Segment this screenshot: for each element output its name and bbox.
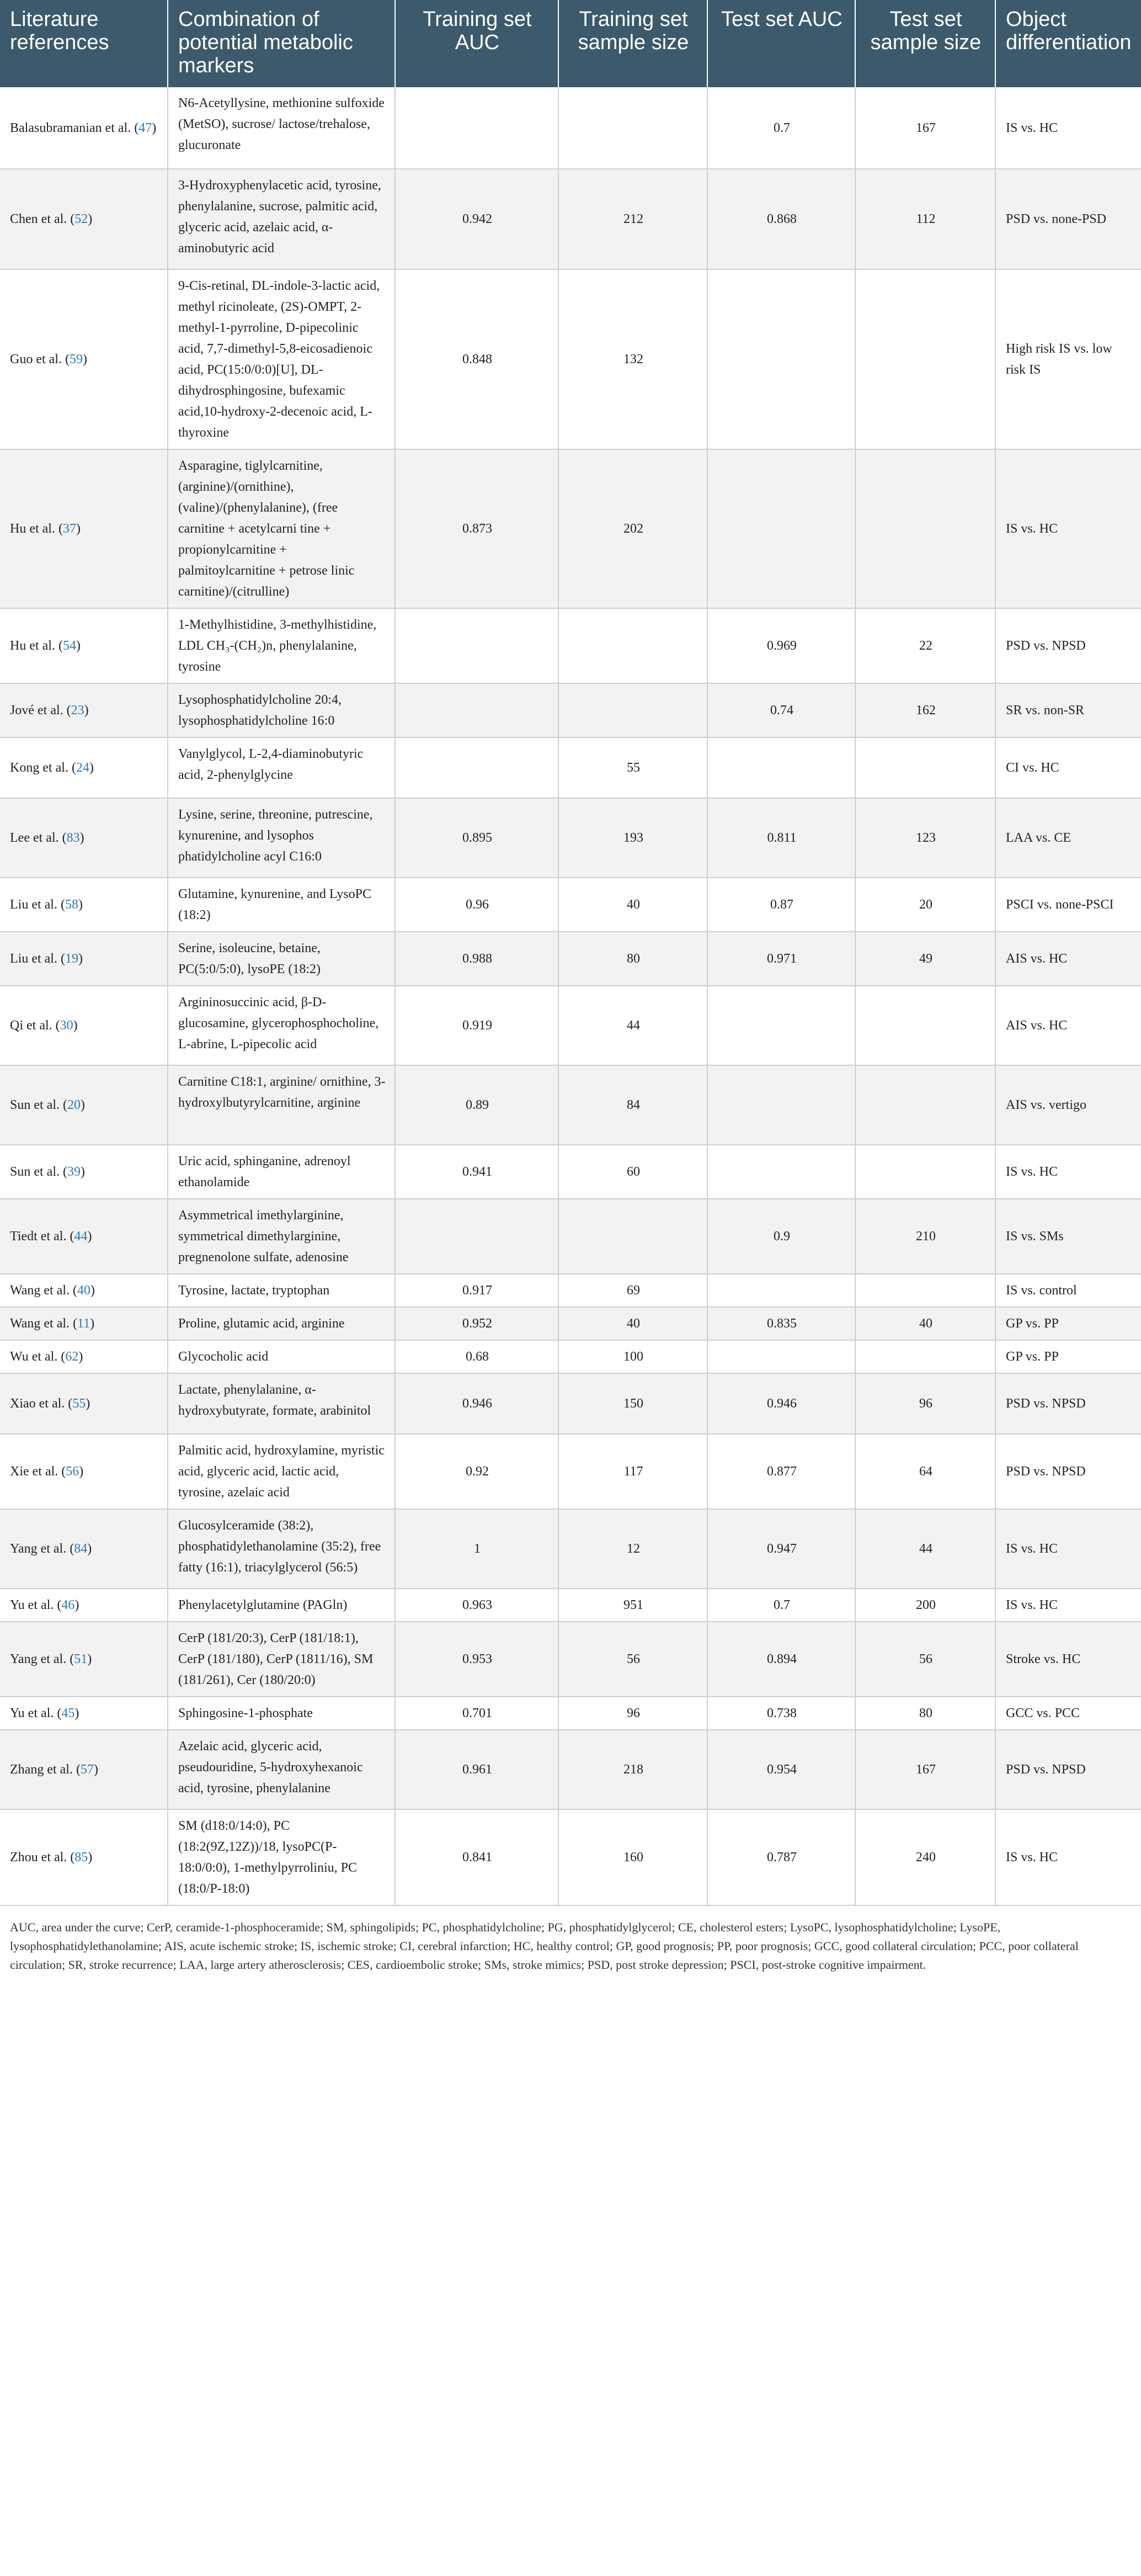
- cell-training-auc: 0.963: [395, 1589, 558, 1622]
- citation-link[interactable]: 54: [62, 639, 76, 653]
- cell-marker-combination: Lactate, phenylalanine, α-hydroxybutyrate, formate, arabinitol: [168, 1373, 395, 1434]
- cell-training-size: 56: [558, 1622, 707, 1697]
- reference-author: Chen et al. (: [10, 212, 75, 226]
- reference-close-paren: ): [89, 761, 94, 775]
- cell-test-auc: 0.7: [707, 87, 855, 169]
- cell-test-size: [855, 449, 995, 608]
- cell-test-auc: [707, 269, 855, 449]
- cell-test-size: 167: [855, 87, 995, 169]
- cell-training-auc: 0.841: [395, 1809, 558, 1905]
- citation-link[interactable]: 30: [60, 1018, 73, 1033]
- cell-test-size: [855, 1274, 995, 1307]
- cell-training-auc: 0.953: [395, 1622, 558, 1697]
- reference-close-paren: ): [87, 1652, 92, 1666]
- cell-marker-combination: Proline, glutamic acid, arginine: [168, 1307, 395, 1340]
- cell-reference: [0, 1697, 168, 1730]
- cell-marker-combination: CerP (181/20:3), CerP (181/18:1), CerP (181/180), CerP (1811/16), SM (181/261), Cer (180/20:0): [168, 1622, 395, 1697]
- reference-close-paren: ): [78, 1350, 83, 1364]
- citation-link[interactable]: 83: [66, 831, 80, 845]
- reference-close-paren: ): [88, 1850, 93, 1865]
- cell-object-differentiation: CI vs. HC: [995, 737, 1141, 798]
- cell-test-size: 123: [855, 798, 995, 878]
- reference-close-paren: ): [82, 352, 87, 367]
- cell-test-auc: 0.787: [707, 1809, 855, 1905]
- cell-test-size: 240: [855, 1809, 995, 1905]
- cell-object-differentiation: IS vs. HC: [995, 1509, 1141, 1589]
- header-training-auc: Training set AUC: [395, 0, 558, 87]
- cell-marker-combination: Azelaic acid, glyceric acid, pseudouridine, 5-hydroxyhexanoic acid, tyrosine, phenylalanine: [168, 1730, 395, 1809]
- table-footnote: AUC, area under the curve; CerP, ceramide-1-phosphoceramide; SM, sphingolipids; PC, phosphatidylcholine; PG, phosphatidylglycerol; CE, cholesterol esters; LysoPC, lysophosphatidylcholine; LysoPE, lysophosphatidylethanolamine; AIS, acute ischemic stroke; IS, ischemic stroke; CI, cerebral infarction; HC, healthy control; GP, good prognosis; PP, poor prognosis; GCC, good collateral circulation; PCC, poor collateral circulation; SR, stroke recurrence; LAA, large artery atherosclerosis; CES, cardioembolic stroke; SMs, stroke mimics; PSD, post stroke depression; PSCI, post-stroke cognitive impairment.: [10, 1920, 1079, 1972]
- cell-training-auc: [395, 608, 558, 683]
- cell-training-size: 218: [558, 1730, 707, 1809]
- reference-close-paren: ): [78, 952, 83, 966]
- table-row: [0, 986, 1141, 1065]
- reference-author: Xie et al. (: [10, 1464, 66, 1479]
- reference-close-paren: ): [73, 1018, 78, 1033]
- cell-marker-combination: Carnitine C18:1, arginine/ ornithine, 3-hydroxylbutyrylcarnitine, arginine: [168, 1065, 395, 1145]
- cell-training-auc: 0.946: [395, 1373, 558, 1434]
- reference-author: Guo et al. (: [10, 352, 70, 367]
- cell-test-size: 200: [855, 1589, 995, 1622]
- cell-test-size: 162: [855, 683, 995, 737]
- cell-training-auc: [395, 87, 558, 169]
- reference-author: Yu et al. (: [10, 1598, 62, 1612]
- cell-object-differentiation: SR vs. non-SR: [995, 683, 1141, 737]
- cell-training-auc: [395, 737, 558, 798]
- cell-object-differentiation: IS vs. HC: [995, 449, 1141, 608]
- cell-training-auc: 0.952: [395, 1307, 558, 1340]
- cell-test-size: [855, 1065, 995, 1145]
- table-row: [0, 1307, 1141, 1340]
- cell-object-differentiation: PSD vs. NPSD: [995, 1730, 1141, 1809]
- reference-close-paren: ): [87, 1542, 92, 1556]
- reference-author: Zhou et al. (: [10, 1850, 75, 1865]
- citation-link[interactable]: 51: [74, 1652, 88, 1666]
- cell-test-size: 56: [855, 1622, 995, 1697]
- cell-reference: [0, 1434, 168, 1509]
- cell-object-differentiation: AIS vs. HC: [995, 932, 1141, 986]
- cell-test-size: 210: [855, 1199, 995, 1274]
- cell-reference: [0, 683, 168, 737]
- cell-reference: [0, 798, 168, 878]
- citation-link[interactable]: 46: [61, 1598, 75, 1612]
- citation-link[interactable]: 47: [138, 120, 152, 135]
- cell-reference: [0, 1065, 168, 1145]
- cell-training-size: 193: [558, 798, 707, 878]
- reference-author: Yang et al. (: [10, 1652, 74, 1666]
- reference-author: Sun et al. (: [10, 1098, 67, 1112]
- cell-training-auc: 0.917: [395, 1274, 558, 1307]
- cell-marker-combination: Serine, isoleucine, betaine, PC(5:0/5:0), lysoPE (18:2): [168, 932, 395, 986]
- cell-reference: [0, 986, 168, 1065]
- table-row: [0, 449, 1141, 608]
- cell-test-size: [855, 1340, 995, 1373]
- cell-training-auc: 0.988: [395, 932, 558, 986]
- cell-marker-combination: 1-Methylhistidine, 3-methylhistidine, LDL CH₃-(CH₂)n, phenylalanine, tyrosine: [168, 608, 395, 683]
- citation-link[interactable]: 59: [69, 352, 83, 367]
- citation-link[interactable]: 58: [65, 897, 78, 912]
- table-row: [0, 169, 1141, 269]
- cell-reference: [0, 932, 168, 986]
- cell-training-auc: [395, 683, 558, 737]
- cell-marker-combination: 9-Cis-retinal, DL-indole-3-lactic acid, methyl ricinoleate, (2S)-OMPT, 2-methyl-1-pyrroline, D-pipecolinic acid, 7,7-dimethyl-5,8-eicosadienoic acid, PC(15:0/0:0)[U], DL-dihydrosphingosine, bufexamic acid,10-hydroxy-2-decenoic acid, L-thyroxine: [168, 269, 395, 449]
- table-row: [0, 798, 1141, 878]
- reference-close-paren: ): [76, 522, 81, 536]
- cell-test-auc: [707, 449, 855, 608]
- table-row: [0, 1622, 1141, 1697]
- cell-training-size: 40: [558, 878, 707, 932]
- cell-reference: [0, 1199, 168, 1274]
- cell-training-auc: 0.92: [395, 1434, 558, 1509]
- reference-author: Zhang et al. (: [10, 1762, 81, 1777]
- reference-close-paren: ): [79, 1464, 84, 1479]
- reference-close-paren: ): [80, 1165, 85, 1179]
- cell-training-auc: 0.68: [395, 1340, 558, 1373]
- cell-training-auc: 0.961: [395, 1730, 558, 1809]
- citation-link[interactable]: 57: [80, 1762, 94, 1777]
- cell-test-auc: 0.835: [707, 1307, 855, 1340]
- cell-marker-combination: Glutamine, kynurenine, and LysoPC (18:2): [168, 878, 395, 932]
- cell-training-size: 55: [558, 737, 707, 798]
- cell-training-size: [558, 683, 707, 737]
- cell-object-differentiation: IS vs. HC: [995, 1809, 1141, 1905]
- citation-link[interactable]: 45: [61, 1706, 75, 1720]
- cell-marker-combination: Lysophosphatidylcholine 20:4, lysophosphatidylcholine 16:0: [168, 683, 395, 737]
- reference-author: Sun et al. (: [10, 1165, 67, 1179]
- citation-link[interactable]: 44: [74, 1229, 88, 1244]
- cell-marker-combination: Palmitic acid, hydroxylamine, myristic acid, glyceric acid, lactic acid, tyrosine, azelaic acid: [168, 1434, 395, 1509]
- cell-training-auc: 0.848: [395, 269, 558, 449]
- reference-close-paren: ): [88, 212, 93, 226]
- cell-reference: [0, 1340, 168, 1373]
- cell-marker-combination: Uric acid, sphinganine, adrenoyl ethanolamide: [168, 1145, 395, 1199]
- reference-author: Yang et al. (: [10, 1542, 74, 1556]
- table-row: [0, 608, 1141, 683]
- citation-link[interactable]: 52: [74, 212, 88, 226]
- reference-close-paren: ): [87, 1229, 92, 1244]
- cell-object-differentiation: PSD vs. NPSD: [995, 1373, 1141, 1434]
- reference-author: Wang et al. (: [10, 1316, 78, 1331]
- cell-reference: [0, 1145, 168, 1199]
- cell-test-size: 44: [855, 1509, 995, 1589]
- cell-object-differentiation: IS vs. HC: [995, 1589, 1141, 1622]
- reference-author: Liu et al. (: [10, 897, 65, 912]
- cell-marker-combination: SM (d18:0/14:0), PC (18:2(9Z,12Z))/18, lysoPC(P-18:0/0:0), 1-methylpyrroliniu, PC (18:0/P-18:0): [168, 1809, 395, 1905]
- citation-link[interactable]: 19: [65, 952, 78, 966]
- reference-close-paren: ): [90, 1283, 95, 1298]
- cell-training-size: 12: [558, 1509, 707, 1589]
- cell-training-size: 84: [558, 1065, 707, 1145]
- cell-test-auc: [707, 1274, 855, 1307]
- cell-training-size: 100: [558, 1340, 707, 1373]
- cell-marker-combination: Vanylglycol, L-2,4-diaminobutyric acid, 2-phenylglycine: [168, 737, 395, 798]
- citation-link[interactable]: 39: [67, 1165, 81, 1179]
- cell-training-auc: 0.96: [395, 878, 558, 932]
- table-row: [0, 1589, 1141, 1622]
- reference-close-paren: ): [152, 120, 157, 135]
- cell-marker-combination: Phenylacetylglutamine (PAGln): [168, 1589, 395, 1622]
- table-row: [0, 1065, 1141, 1145]
- reference-author: Tiedt et al. (: [10, 1229, 74, 1244]
- cell-training-size: 202: [558, 449, 707, 608]
- cell-training-size: 69: [558, 1274, 707, 1307]
- cell-training-size: [558, 87, 707, 169]
- reference-close-paren: ): [78, 897, 83, 912]
- citation-link[interactable]: 20: [67, 1098, 81, 1112]
- cell-marker-combination: Tyrosine, lactate, tryptophan: [168, 1274, 395, 1307]
- citation-link[interactable]: 40: [77, 1283, 91, 1298]
- header-combination-markers: Combination of potential metabolic markers: [168, 0, 395, 87]
- cell-test-size: 22: [855, 608, 995, 683]
- cell-marker-combination: N6-Acetyllysine, methionine sulfoxide (MetSO), sucrose/ lactose/trehalose, glucuronate: [168, 87, 395, 169]
- cell-object-differentiation: IS vs. SMs: [995, 1199, 1141, 1274]
- table-row: [0, 737, 1141, 798]
- cell-object-differentiation: IS vs. HC: [995, 1145, 1141, 1199]
- cell-marker-combination: Argininosuccinic acid, β-D-glucosamine, glycerophosphocholine, L-abrine, L-pipecolic acid: [168, 986, 395, 1065]
- cell-test-auc: [707, 1340, 855, 1373]
- table-row: [0, 683, 1141, 737]
- cell-test-auc: [707, 737, 855, 798]
- cell-object-differentiation: AIS vs. HC: [995, 986, 1141, 1065]
- citation-link[interactable]: 85: [74, 1850, 88, 1865]
- table-row: [0, 1373, 1141, 1434]
- cell-training-auc: 0.89: [395, 1065, 558, 1145]
- cell-test-auc: 0.868: [707, 169, 855, 269]
- table-row: [0, 1274, 1141, 1307]
- cell-test-size: 64: [855, 1434, 995, 1509]
- cell-reference: [0, 1274, 168, 1307]
- reference-close-paren: ): [84, 703, 89, 718]
- header-training-size: Training set sample size: [558, 0, 707, 87]
- cell-object-differentiation: LAA vs. CE: [995, 798, 1141, 878]
- cell-test-size: [855, 737, 995, 798]
- cell-marker-combination: Glycocholic acid: [168, 1340, 395, 1373]
- cell-training-auc: 0.895: [395, 798, 558, 878]
- cell-training-auc: 0.701: [395, 1697, 558, 1730]
- table-row: [0, 1509, 1141, 1589]
- cell-test-auc: [707, 1065, 855, 1145]
- reference-author: Kong et al. (: [10, 761, 76, 775]
- table-row: [0, 1145, 1141, 1199]
- cell-training-size: [558, 1199, 707, 1274]
- reference-close-paren: ): [74, 1706, 79, 1720]
- reference-close-paren: ): [74, 1598, 79, 1612]
- cell-object-differentiation: GP vs. PP: [995, 1307, 1141, 1340]
- cell-test-size: 80: [855, 1697, 995, 1730]
- cell-test-auc: 0.811: [707, 798, 855, 878]
- citation-link[interactable]: 37: [62, 522, 76, 536]
- cell-marker-combination: Sphingosine-1-phosphate: [168, 1697, 395, 1730]
- cell-training-size: 60: [558, 1145, 707, 1199]
- citation-link[interactable]: 56: [66, 1464, 79, 1479]
- reference-close-paren: ): [80, 1098, 85, 1112]
- header-object-differentiation: Object differentiation: [1006, 8, 1132, 54]
- cell-training-size: 40: [558, 1307, 707, 1340]
- reference-author: Balasubramanian et al. (: [10, 120, 139, 135]
- cell-training-auc: [395, 1199, 558, 1274]
- reference-author: Liu et al. (: [10, 952, 65, 966]
- cell-reference: [0, 608, 168, 683]
- citation-link[interactable]: 23: [71, 703, 84, 718]
- cell-training-auc: 0.941: [395, 1145, 558, 1199]
- cell-test-auc: 0.954: [707, 1730, 855, 1809]
- table-row: [0, 269, 1141, 449]
- cell-training-size: 117: [558, 1434, 707, 1509]
- cell-reference: [0, 1622, 168, 1697]
- table-header-row: [0, 0, 1141, 87]
- cell-test-auc: 0.971: [707, 932, 855, 986]
- cell-test-auc: 0.7: [707, 1589, 855, 1622]
- cell-training-size: 80: [558, 932, 707, 986]
- cell-test-auc: 0.87: [707, 878, 855, 932]
- table-body: [0, 87, 1141, 1905]
- reference-author: Xiao et al. (: [10, 1396, 73, 1411]
- table-row: [0, 87, 1141, 169]
- table-row: [0, 1697, 1141, 1730]
- cell-reference: [0, 1589, 168, 1622]
- cell-reference: [0, 449, 168, 608]
- cell-test-auc: 0.894: [707, 1622, 855, 1697]
- cell-training-size: 951: [558, 1589, 707, 1622]
- table-row: [0, 1340, 1141, 1373]
- cell-training-auc: 0.873: [395, 449, 558, 608]
- cell-training-size: 150: [558, 1373, 707, 1434]
- cell-reference: [0, 878, 168, 932]
- cell-marker-combination: 3-Hydroxyphenylacetic acid, tyrosine, phenylalanine, sucrose, palmitic acid, glyceric acid, azelaic acid, α-aminobutyric acid: [168, 169, 395, 269]
- cell-test-size: [855, 1145, 995, 1199]
- header-literature-references: Literature references: [0, 0, 168, 87]
- cell-reference: [0, 1509, 168, 1589]
- cell-object-differentiation: Stroke vs. HC: [995, 1622, 1141, 1697]
- cell-marker-combination: Lysine, serine, threonine, putrescine, kynurenine, and lysophos phatidylcholine acyl C16:0: [168, 798, 395, 878]
- cell-reference: [0, 737, 168, 798]
- cell-test-auc: 0.947: [707, 1509, 855, 1589]
- table-row: [0, 932, 1141, 986]
- cell-training-auc: 0.919: [395, 986, 558, 1065]
- cell-test-auc: [707, 1145, 855, 1199]
- table-row: [0, 878, 1141, 932]
- cell-test-auc: 0.969: [707, 608, 855, 683]
- cell-training-auc: 1: [395, 1509, 558, 1589]
- reference-author: Hu et al. (: [10, 522, 63, 536]
- cell-test-auc: 0.877: [707, 1434, 855, 1509]
- citation-link[interactable]: 11: [77, 1316, 90, 1331]
- cell-test-auc: 0.946: [707, 1373, 855, 1434]
- reference-author: Jové et al. (: [10, 703, 71, 718]
- citation-link[interactable]: 62: [65, 1350, 79, 1364]
- cell-test-size: 40: [855, 1307, 995, 1340]
- cell-marker-combination: Asymmetrical imethylarginine, symmetrical dimethylarginine, pregnenolone sulfate, adenosine: [168, 1199, 395, 1274]
- table-row: [0, 1809, 1141, 1905]
- cell-test-size: 20: [855, 878, 995, 932]
- cell-test-size: [855, 269, 995, 449]
- cell-reference: [0, 1307, 168, 1340]
- cell-reference: [0, 87, 168, 169]
- cell-marker-combination: Glucosylceramide (38:2), phosphatidylethanolamine (35:2), free fatty (16:1), triacylglycerol (56:5): [168, 1509, 395, 1589]
- reference-author: Qi et al. (: [10, 1018, 60, 1033]
- cell-training-size: 44: [558, 986, 707, 1065]
- cell-test-size: [855, 986, 995, 1065]
- reference-close-paren: ): [79, 831, 84, 845]
- cell-object-differentiation: High risk IS vs. low risk IS: [995, 269, 1141, 449]
- cell-object-differentiation: PSD vs. NPSD: [995, 1434, 1141, 1509]
- cell-test-auc: 0.74: [707, 683, 855, 737]
- reference-author: Yu et al. (: [10, 1706, 62, 1720]
- cell-reference: [0, 169, 168, 269]
- cell-object-differentiation: PSD vs. none-PSD: [995, 169, 1141, 269]
- reference-close-paren: ): [76, 639, 81, 653]
- cell-object-differentiation: GCC vs. PCC: [995, 1697, 1141, 1730]
- header-test-size: Test set sample size: [855, 0, 995, 87]
- citation-link[interactable]: 24: [76, 761, 89, 775]
- cell-training-size: 212: [558, 169, 707, 269]
- cell-reference: [0, 1373, 168, 1434]
- cell-training-size: [558, 608, 707, 683]
- cell-object-differentiation: PSD vs. NPSD: [995, 608, 1141, 683]
- cell-reference: [0, 269, 168, 449]
- cell-reference: [0, 1730, 168, 1809]
- cell-training-size: 160: [558, 1809, 707, 1905]
- cell-training-auc: 0.942: [395, 169, 558, 269]
- table-row: [0, 1434, 1141, 1509]
- cell-object-differentiation: PSCI vs. none-PSCI: [995, 878, 1141, 932]
- reference-author: Wang et al. (: [10, 1283, 78, 1298]
- reference-close-paren: ): [90, 1316, 95, 1331]
- cell-test-auc: 0.9: [707, 1199, 855, 1274]
- cell-marker-combination: Asparagine, tiglylcarnitine, (arginine)/(ornithine), (valine)/(phenylalanine), (free carnitine + acetylcarni tine + propionylcarnitine + palmitoylcarnitine + petrose linic carnitine)/(citrulline): [168, 449, 395, 608]
- header-test-auc: Test set AUC: [707, 0, 855, 87]
- cell-test-size: 112: [855, 169, 995, 269]
- cell-object-differentiation: AIS vs. vertigo: [995, 1065, 1141, 1145]
- cell-reference: [0, 1809, 168, 1905]
- citation-link[interactable]: 55: [72, 1396, 86, 1411]
- cell-training-size: 96: [558, 1697, 707, 1730]
- reference-close-paren: ): [93, 1762, 98, 1777]
- cell-training-size: 132: [558, 269, 707, 449]
- reference-author: Hu et al. (: [10, 639, 63, 653]
- table-row: [0, 1730, 1141, 1809]
- reference-author: Wu et al. (: [10, 1350, 66, 1364]
- cell-object-differentiation: GP vs. PP: [995, 1340, 1141, 1373]
- cell-test-size: 167: [855, 1730, 995, 1809]
- citation-link[interactable]: 84: [74, 1542, 88, 1556]
- cell-test-auc: 0.738: [707, 1697, 855, 1730]
- cell-test-size: 96: [855, 1373, 995, 1434]
- cell-object-differentiation: IS vs. HC: [995, 87, 1141, 169]
- reference-author: Lee et al. (: [10, 831, 67, 845]
- table-row: [0, 1199, 1141, 1274]
- reference-close-paren: ): [86, 1396, 90, 1411]
- cell-object-differentiation: IS vs. control: [995, 1274, 1141, 1307]
- cell-test-auc: [707, 986, 855, 1065]
- cell-test-size: 49: [855, 932, 995, 986]
